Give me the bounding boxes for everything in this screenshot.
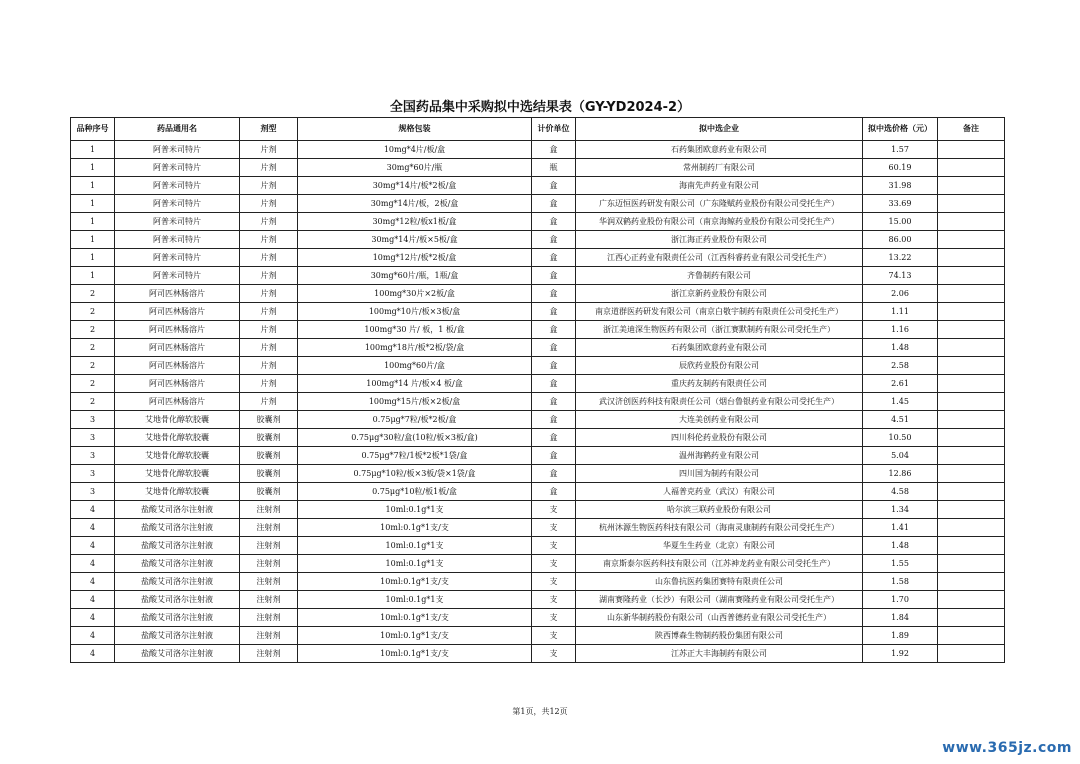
table-cell: 注射剂 bbox=[240, 627, 298, 645]
table-row bbox=[71, 627, 1005, 645]
table-cell: 5.04 bbox=[863, 447, 938, 465]
table-cell bbox=[938, 591, 1005, 609]
table-cell bbox=[938, 195, 1005, 213]
table-cell: 阿普米司特片 bbox=[115, 231, 240, 249]
table-cell: 胶囊剂 bbox=[240, 447, 298, 465]
table-cell: 100mg*30片×2板/盒 bbox=[298, 285, 532, 303]
table-row bbox=[71, 645, 1005, 663]
table-cell: 3 bbox=[71, 447, 115, 465]
table-cell: 1.57 bbox=[863, 141, 938, 159]
table-cell: 艾地骨化醇软胶囊 bbox=[115, 411, 240, 429]
table-cell: 片剂 bbox=[240, 213, 298, 231]
column-header: 规格包装 bbox=[298, 118, 532, 141]
table-cell: 华润双鹤药业股份有限公司（南京海鲸药业股份有限公司受托生产） bbox=[576, 213, 863, 231]
table-cell: 山东鲁抗医药集团赛特有限责任公司 bbox=[576, 573, 863, 591]
table-cell: 盒 bbox=[532, 177, 576, 195]
table-cell: 片剂 bbox=[240, 267, 298, 285]
table-cell: 74.13 bbox=[863, 267, 938, 285]
table-cell: 片剂 bbox=[240, 303, 298, 321]
table-cell: 2 bbox=[71, 393, 115, 411]
table-cell: 阿司匹林肠溶片 bbox=[115, 339, 240, 357]
table-cell: 支 bbox=[532, 609, 576, 627]
table-cell bbox=[938, 411, 1005, 429]
table-cell: 阿司匹林肠溶片 bbox=[115, 303, 240, 321]
table-cell: 支 bbox=[532, 519, 576, 537]
table-row bbox=[71, 483, 1005, 501]
table-cell: 盒 bbox=[532, 321, 576, 339]
table-cell bbox=[938, 429, 1005, 447]
table-cell: 注射剂 bbox=[240, 519, 298, 537]
table-cell bbox=[938, 267, 1005, 285]
table-cell: 盐酸艾司洛尔注射液 bbox=[115, 555, 240, 573]
table-cell bbox=[938, 537, 1005, 555]
table-cell: 四川国为制药有限公司 bbox=[576, 465, 863, 483]
table-cell: 4 bbox=[71, 591, 115, 609]
table-cell: 盒 bbox=[532, 483, 576, 501]
table-cell: 盐酸艾司洛尔注射液 bbox=[115, 573, 240, 591]
table-cell: 3 bbox=[71, 465, 115, 483]
table-cell: 33.69 bbox=[863, 195, 938, 213]
table-cell: 10mg*4片/板/盒 bbox=[298, 141, 532, 159]
column-header: 备注 bbox=[938, 118, 1005, 141]
table-cell: 支 bbox=[532, 537, 576, 555]
table-cell: 陕西博森生物制药股份集团有限公司 bbox=[576, 627, 863, 645]
table-cell: 支 bbox=[532, 591, 576, 609]
table-cell: 1 bbox=[71, 195, 115, 213]
table-cell: 盒 bbox=[532, 357, 576, 375]
table-row bbox=[71, 303, 1005, 321]
table-cell: 阿司匹林肠溶片 bbox=[115, 321, 240, 339]
table-cell: 4 bbox=[71, 573, 115, 591]
table-cell: 10ml:0.1g*1支/支 bbox=[298, 519, 532, 537]
table-row bbox=[71, 177, 1005, 195]
table-cell: 1.55 bbox=[863, 555, 938, 573]
table-cell: 盒 bbox=[532, 195, 576, 213]
table-cell: 1.84 bbox=[863, 609, 938, 627]
table-row bbox=[71, 573, 1005, 591]
table-cell: 浙江美迪深生物医药有限公司（浙江赛默制药有限公司受托生产） bbox=[576, 321, 863, 339]
table-cell bbox=[938, 177, 1005, 195]
table-cell: 胶囊剂 bbox=[240, 465, 298, 483]
table-cell: 哈尔滨三联药业股份有限公司 bbox=[576, 501, 863, 519]
table-cell: 10mg*12片/板*2板/盒 bbox=[298, 249, 532, 267]
table-cell: 4 bbox=[71, 555, 115, 573]
table-cell: 2 bbox=[71, 303, 115, 321]
table-cell: 盒 bbox=[532, 375, 576, 393]
table-row bbox=[71, 249, 1005, 267]
table-cell: 30mg*14片/板×5板/盒 bbox=[298, 231, 532, 249]
table-row bbox=[71, 447, 1005, 465]
table-cell: 浙江京新药业股份有限公司 bbox=[576, 285, 863, 303]
table-cell: 阿司匹林肠溶片 bbox=[115, 393, 240, 411]
table-cell: 3 bbox=[71, 411, 115, 429]
table-cell: 10ml:0.1g*1支 bbox=[298, 501, 532, 519]
results-table bbox=[70, 117, 1005, 663]
table-cell: 100mg*60片/盒 bbox=[298, 357, 532, 375]
table-cell: 阿普米司特片 bbox=[115, 141, 240, 159]
table-cell bbox=[938, 447, 1005, 465]
table-cell bbox=[938, 645, 1005, 663]
table-cell: 1 bbox=[71, 141, 115, 159]
table-cell bbox=[938, 501, 1005, 519]
table-cell: 2.06 bbox=[863, 285, 938, 303]
table-cell: 4 bbox=[71, 627, 115, 645]
table-cell: 南京斯泰尔医药科技有限公司（江苏神龙药业有限公司受托生产） bbox=[576, 555, 863, 573]
table-cell: 片剂 bbox=[240, 321, 298, 339]
table-cell: 10ml:0.1g*1支 bbox=[298, 591, 532, 609]
table-cell: 1.48 bbox=[863, 537, 938, 555]
table-cell: 片剂 bbox=[240, 393, 298, 411]
table-cell: 1 bbox=[71, 249, 115, 267]
table-cell: 3 bbox=[71, 429, 115, 447]
table-cell: 片剂 bbox=[240, 249, 298, 267]
table-cell: 胶囊剂 bbox=[240, 483, 298, 501]
table-cell: 2 bbox=[71, 321, 115, 339]
page-title: 全国药品集中采购拟中选结果表（GY-YD2024-2） bbox=[389, 100, 691, 115]
table-cell: 片剂 bbox=[240, 159, 298, 177]
table-cell: 支 bbox=[532, 573, 576, 591]
table-cell bbox=[938, 213, 1005, 231]
table-cell: 盒 bbox=[532, 393, 576, 411]
table-cell: 12.86 bbox=[863, 465, 938, 483]
table-cell: 60.19 bbox=[863, 159, 938, 177]
table-cell: 2 bbox=[71, 339, 115, 357]
column-header: 计价单位 bbox=[532, 118, 576, 141]
table-cell: 海南先声药业有限公司 bbox=[576, 177, 863, 195]
table-cell: 盒 bbox=[532, 267, 576, 285]
table-cell: 盐酸艾司洛尔注射液 bbox=[115, 519, 240, 537]
table-cell: 盒 bbox=[532, 213, 576, 231]
table-cell: 盐酸艾司洛尔注射液 bbox=[115, 609, 240, 627]
table-cell: 2 bbox=[71, 357, 115, 375]
table-cell bbox=[938, 609, 1005, 627]
table-cell: 0.75μg*7粒/板*2板/盒 bbox=[298, 411, 532, 429]
page-number: 第1页，共12页 bbox=[512, 707, 568, 716]
table-cell: 10.50 bbox=[863, 429, 938, 447]
column-header: 药品通用名 bbox=[115, 118, 240, 141]
table-cell: 30mg*60片/瓶 bbox=[298, 159, 532, 177]
table-row bbox=[71, 501, 1005, 519]
table-cell: 4 bbox=[71, 537, 115, 555]
table-cell: 1 bbox=[71, 177, 115, 195]
table-cell: 盒 bbox=[532, 339, 576, 357]
table-cell: 盒 bbox=[532, 231, 576, 249]
table-cell: 盐酸艾司洛尔注射液 bbox=[115, 501, 240, 519]
table-cell: 广东迈恒医药研发有限公司（广东隆赋药业股份有限公司受托生产） bbox=[576, 195, 863, 213]
table-cell bbox=[938, 159, 1005, 177]
table-cell: 片剂 bbox=[240, 339, 298, 357]
table-cell: 100mg*15片/板×2板/盒 bbox=[298, 393, 532, 411]
table-cell: 盐酸艾司洛尔注射液 bbox=[115, 591, 240, 609]
table-header-row bbox=[71, 118, 1005, 141]
table-cell bbox=[938, 465, 1005, 483]
table-cell: 2.61 bbox=[863, 375, 938, 393]
table-cell bbox=[938, 321, 1005, 339]
table-cell: 15.00 bbox=[863, 213, 938, 231]
table-cell: 30mg*14片/板*2板/盒 bbox=[298, 177, 532, 195]
table-cell: 30mg*12粒/板x1板/盒 bbox=[298, 213, 532, 231]
table-row bbox=[71, 429, 1005, 447]
table-cell: 四川科伦药业股份有限公司 bbox=[576, 429, 863, 447]
table-cell: 86.00 bbox=[863, 231, 938, 249]
table-cell: 0.75μg*30粒/盒(10粒/板×3板/盒) bbox=[298, 429, 532, 447]
table-cell: 片剂 bbox=[240, 141, 298, 159]
table-cell: 10ml:0.1g*1支/支 bbox=[298, 645, 532, 663]
table-cell: 片剂 bbox=[240, 231, 298, 249]
table-cell bbox=[938, 339, 1005, 357]
table-cell: 阿普米司特片 bbox=[115, 195, 240, 213]
table-cell: 4 bbox=[71, 609, 115, 627]
table-cell: 常州制药厂有限公司 bbox=[576, 159, 863, 177]
table-cell: 1.48 bbox=[863, 339, 938, 357]
table-cell: 片剂 bbox=[240, 285, 298, 303]
column-header: 品种序号 bbox=[71, 118, 115, 141]
table-cell: 1 bbox=[71, 159, 115, 177]
table-cell: 4.51 bbox=[863, 411, 938, 429]
table-cell bbox=[938, 357, 1005, 375]
table-cell bbox=[938, 555, 1005, 573]
table-cell: 1.45 bbox=[863, 393, 938, 411]
table-cell bbox=[938, 231, 1005, 249]
table-cell: 石药集团欧意药业有限公司 bbox=[576, 141, 863, 159]
table-cell: 注射剂 bbox=[240, 609, 298, 627]
table-cell: 片剂 bbox=[240, 375, 298, 393]
table-cell bbox=[938, 375, 1005, 393]
table-row bbox=[71, 213, 1005, 231]
table-cell: 2 bbox=[71, 375, 115, 393]
table-cell: 艾地骨化醇软胶囊 bbox=[115, 465, 240, 483]
table-cell: 注射剂 bbox=[240, 537, 298, 555]
table-cell: 支 bbox=[532, 645, 576, 663]
table-cell: 杭州沐源生物医药科技有限公司（海南灵康制药有限公司受托生产） bbox=[576, 519, 863, 537]
table-cell: 江苏正大丰海制药有限公司 bbox=[576, 645, 863, 663]
table-cell: 艾地骨化醇软胶囊 bbox=[115, 447, 240, 465]
column-header: 拟中选价格（元） bbox=[863, 118, 938, 141]
watermark: www.365jz.com bbox=[942, 740, 1072, 756]
table-cell bbox=[938, 285, 1005, 303]
table-cell: 艾地骨化醇软胶囊 bbox=[115, 483, 240, 501]
table-cell: 0.75μg*10粒/板1板/盒 bbox=[298, 483, 532, 501]
table-cell: 阿司匹林肠溶片 bbox=[115, 375, 240, 393]
table-body bbox=[71, 141, 1005, 663]
table-cell: 盒 bbox=[532, 429, 576, 447]
table-cell: 南京道群医药研发有限公司（南京白敬宇制药有限责任公司受托生产） bbox=[576, 303, 863, 321]
table-cell: 齐鲁制药有限公司 bbox=[576, 267, 863, 285]
table-row bbox=[71, 537, 1005, 555]
table-cell: 大连美创药业有限公司 bbox=[576, 411, 863, 429]
table-cell: 1.16 bbox=[863, 321, 938, 339]
table-row bbox=[71, 375, 1005, 393]
table-cell: 1.70 bbox=[863, 591, 938, 609]
table-cell: 支 bbox=[532, 555, 576, 573]
table-cell: 31.98 bbox=[863, 177, 938, 195]
table-cell: 10ml:0.1g*1支/支 bbox=[298, 627, 532, 645]
table-cell: 盐酸艾司洛尔注射液 bbox=[115, 627, 240, 645]
table-cell: 华夏生生药业（北京）有限公司 bbox=[576, 537, 863, 555]
table-cell: 盒 bbox=[532, 141, 576, 159]
table-row bbox=[71, 411, 1005, 429]
table-row bbox=[71, 159, 1005, 177]
table-cell: 0.75μg*7粒/1板*2板*1袋/盒 bbox=[298, 447, 532, 465]
table-row bbox=[71, 321, 1005, 339]
table-cell: 3 bbox=[71, 483, 115, 501]
table-cell: 武汉济创医药科技有限责任公司（烟台鲁银药业有限公司受托生产） bbox=[576, 393, 863, 411]
table-cell bbox=[938, 573, 1005, 591]
table-cell: 100mg*14 片/板×4 板/盒 bbox=[298, 375, 532, 393]
table-cell: 江西心正药业有限责任公司（江西科睿药业有限公司受托生产） bbox=[576, 249, 863, 267]
table-cell: 重庆药友制药有限责任公司 bbox=[576, 375, 863, 393]
table-cell: 注射剂 bbox=[240, 573, 298, 591]
table-cell: 盐酸艾司洛尔注射液 bbox=[115, 537, 240, 555]
table-cell: 1.41 bbox=[863, 519, 938, 537]
table-cell: 阿普米司特片 bbox=[115, 213, 240, 231]
table-row bbox=[71, 591, 1005, 609]
table-row bbox=[71, 339, 1005, 357]
table-cell: 盒 bbox=[532, 447, 576, 465]
table-cell: 注射剂 bbox=[240, 591, 298, 609]
table-row bbox=[71, 141, 1005, 159]
table-row bbox=[71, 357, 1005, 375]
table-cell: 1 bbox=[71, 267, 115, 285]
table-cell: 4 bbox=[71, 645, 115, 663]
table-cell: 1 bbox=[71, 231, 115, 249]
table-cell: 盒 bbox=[532, 465, 576, 483]
table-cell: 山东新华制药股份有限公司（山西普德药业有限公司受托生产） bbox=[576, 609, 863, 627]
table-cell: 湖南赛隆药业（长沙）有限公司（湖南赛隆药业有限公司受托生产） bbox=[576, 591, 863, 609]
table-cell bbox=[938, 627, 1005, 645]
table-cell: 阿司匹林肠溶片 bbox=[115, 285, 240, 303]
table-row bbox=[71, 195, 1005, 213]
table-cell: 2.58 bbox=[863, 357, 938, 375]
table-cell: 10ml:0.1g*1支 bbox=[298, 555, 532, 573]
table-cell bbox=[938, 249, 1005, 267]
table-cell: 100mg*10片/板×3板/盒 bbox=[298, 303, 532, 321]
table-row bbox=[71, 465, 1005, 483]
table-cell: 4 bbox=[71, 501, 115, 519]
table-cell: 10ml:0.1g*1支/支 bbox=[298, 573, 532, 591]
table-cell: 1.58 bbox=[863, 573, 938, 591]
table-row bbox=[71, 609, 1005, 627]
table-cell: 10ml:0.1g*1支/支 bbox=[298, 609, 532, 627]
table-row bbox=[71, 555, 1005, 573]
table-cell bbox=[938, 519, 1005, 537]
table-cell: 盒 bbox=[532, 249, 576, 267]
table-cell: 温州海鹤药业有限公司 bbox=[576, 447, 863, 465]
table-cell: 胶囊剂 bbox=[240, 429, 298, 447]
table-cell: 片剂 bbox=[240, 357, 298, 375]
table-cell: 1 bbox=[71, 213, 115, 231]
table-cell: 盐酸艾司洛尔注射液 bbox=[115, 645, 240, 663]
table-cell: 0.75μg*10粒/板×3板/袋×1袋/盒 bbox=[298, 465, 532, 483]
table-cell: 瓶 bbox=[532, 159, 576, 177]
table-cell: 1.34 bbox=[863, 501, 938, 519]
table-cell: 阿普米司特片 bbox=[115, 267, 240, 285]
table-cell: 100mg*18片/板*2板/袋/盒 bbox=[298, 339, 532, 357]
table-cell: 盒 bbox=[532, 285, 576, 303]
table-cell: 石药集团欧意药业有限公司 bbox=[576, 339, 863, 357]
table-cell: 注射剂 bbox=[240, 555, 298, 573]
column-header: 剂型 bbox=[240, 118, 298, 141]
table-cell: 阿普米司特片 bbox=[115, 249, 240, 267]
table-cell: 13.22 bbox=[863, 249, 938, 267]
table-cell: 1.92 bbox=[863, 645, 938, 663]
table-cell: 30mg*14片/板，2板/盒 bbox=[298, 195, 532, 213]
table-cell: 2 bbox=[71, 285, 115, 303]
table-cell: 阿普米司特片 bbox=[115, 177, 240, 195]
column-header: 拟中选企业 bbox=[576, 118, 863, 141]
table-cell: 注射剂 bbox=[240, 501, 298, 519]
table-cell: 辰欣药业股份有限公司 bbox=[576, 357, 863, 375]
table-cell: 片剂 bbox=[240, 177, 298, 195]
table-cell: 100mg*30 片/ 板，1 板/盒 bbox=[298, 321, 532, 339]
table-cell: 4.58 bbox=[863, 483, 938, 501]
table-cell: 片剂 bbox=[240, 195, 298, 213]
table-cell bbox=[938, 393, 1005, 411]
table-row bbox=[71, 267, 1005, 285]
table-cell bbox=[938, 141, 1005, 159]
table-row bbox=[71, 393, 1005, 411]
table-cell: 1.11 bbox=[863, 303, 938, 321]
table-cell: 浙江海正药业股份有限公司 bbox=[576, 231, 863, 249]
table-cell: 注射剂 bbox=[240, 645, 298, 663]
table-row bbox=[71, 285, 1005, 303]
table-cell: 4 bbox=[71, 519, 115, 537]
table-cell: 支 bbox=[532, 501, 576, 519]
table-cell: 1.89 bbox=[863, 627, 938, 645]
table-cell: 阿普米司特片 bbox=[115, 159, 240, 177]
table-cell bbox=[938, 483, 1005, 501]
table-cell: 胶囊剂 bbox=[240, 411, 298, 429]
table-cell: 盒 bbox=[532, 411, 576, 429]
table-cell: 阿司匹林肠溶片 bbox=[115, 357, 240, 375]
table-cell: 人福普克药业（武汉）有限公司 bbox=[576, 483, 863, 501]
table-row bbox=[71, 519, 1005, 537]
table-cell: 盒 bbox=[532, 303, 576, 321]
table-cell: 10ml:0.1g*1支 bbox=[298, 537, 532, 555]
table-row bbox=[71, 231, 1005, 249]
table-cell bbox=[938, 303, 1005, 321]
table-cell: 支 bbox=[532, 627, 576, 645]
table-cell: 30mg*60片/瓶，1瓶/盒 bbox=[298, 267, 532, 285]
table-cell: 艾地骨化醇软胶囊 bbox=[115, 429, 240, 447]
